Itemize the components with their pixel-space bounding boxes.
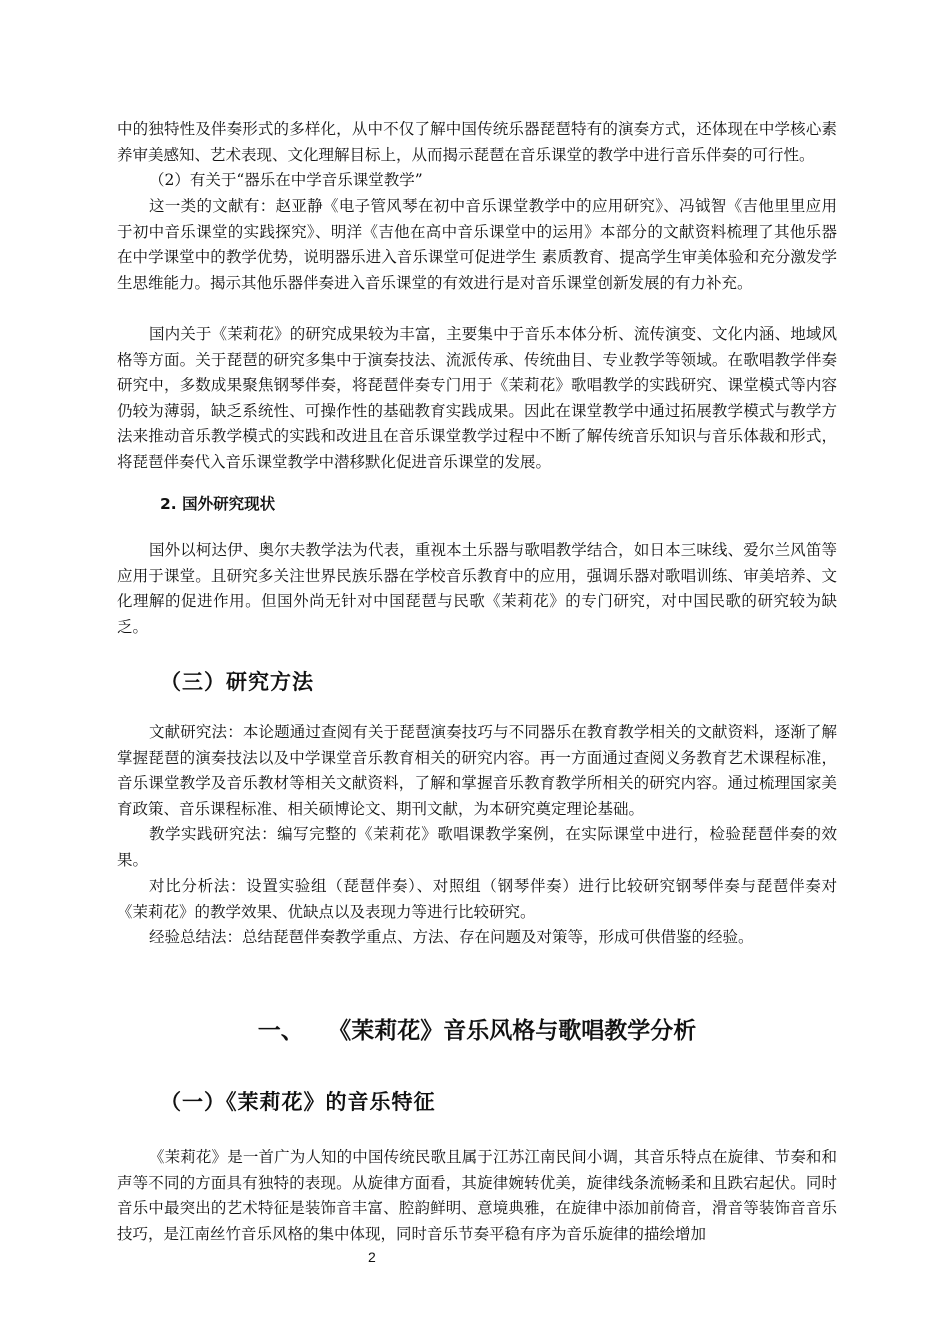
chapter-heading bbox=[117, 1012, 837, 1045]
chapter-number: 一、 bbox=[257, 1018, 304, 1044]
paragraph-comparative-method: 对比分析法：设置实验组（琵琶伴奏）、对照组（钢琴伴奏）进行比较研究钢琴伴奏与琵琶伴奏对《茉莉花》的教学效果、优缺点以及表现力等进行比较研究。 bbox=[117, 877, 837, 921]
chapter-title: 《茉莉花》音乐风格与歌唱教学分析 bbox=[339, 1018, 697, 1044]
page-number: 2 bbox=[368, 1249, 376, 1265]
paragraph-experience-method: 经验总结法：总结琵琶伴奏教学重点、方法、存在问题及对策等，形成可供借鉴的经验。 bbox=[149, 928, 754, 946]
heading-music-features: （一）《茉莉花》的音乐特征 bbox=[160, 1090, 436, 1114]
paragraph-continuation: 中的独特性及伴奏形式的多样化，从中不仅了解中国传统乐器琵琶特有的演奏方式，还体现在中学核心素养审美感知、艺术表现、文化理解目标上，从而揭示琵琶在音乐课堂的教学中进行音乐伴奏的可行性。 bbox=[117, 120, 837, 164]
paragraph-literature-category-2: （2）有关于“器乐在中学音乐课堂教学” bbox=[149, 171, 423, 189]
paragraph-literature-method: 文献研究法：本论题通过查阅有关于琵琶演奏技巧与不同器乐在教育教学相关的文献资料，逐渐了解掌握琵琶的演奏技法以及中学课堂音乐教育相关的研究内容。再一方面通过查阅义务教育艺术课程标准，音乐课堂教学及音乐教材等相关文献资料，了解和掌握音乐教育教学所相关的研究内容。通过梳理国家美育政策、音乐课程标准、相关硕博论文、期刊文献，为本研究奠定理论基础。 bbox=[117, 723, 837, 818]
paragraph-instrument-literature: 这一类的文献有：赵亚静《电子管风琴在初中音乐课堂教学中的应用研究》、冯钺智《吉他里里应用于初中音乐课堂的实践探究》、明洋《吉他在高中音乐课堂中的运用》本部分的文献资料梳理了其他乐器在中学课堂中的教学优势，说明器乐进入音乐课堂可促进学生 素质教育、提高学生审美体验和充分激发学生思维能力。揭示其他乐器伴奏进入音乐课堂的有效进行是对音乐课堂创新发展的有力补充。 bbox=[117, 197, 837, 292]
paragraph-music-features: 《茉莉花》是一首广为人知的中国传统民歌且属于江苏江南民间小调，其音乐特点在旋律、节奏和和声等不同的方面具有独特的表现。从旋律方面看，其旋律婉转优美，旋律线条流畅柔和且跌宕起伏。同时音乐中最突出的艺术特征是装饰音丰富、腔韵鲜明、意境典雅，在旋律中添加前倚音，滑音等装饰音音乐技巧，是江南丝竹音乐风格的集中体现，同时音乐节奏平稳有序为音乐旋律的描绘增加 bbox=[117, 1148, 837, 1243]
paragraph-teaching-practice-method: 教学实践研究法：编写完整的《茉莉花》歌唱课教学案例，在实际课堂中进行，检验琵琶伴奏的效果。 bbox=[117, 825, 837, 869]
paragraph-domestic-summary: 国内关于《茉莉花》的研究成果较为丰富，主要集中于音乐本体分析、流传演变、文化内涵、地域风格等方面。关于琵琶的研究多集中于演奏技法、流派传承、传统曲目、专业教学等领域。在歌唱教学伴奏研究中，多数成果聚焦钢琴伴奏，将琵琶伴奏专门用于《茉莉花》歌唱教学的实践研究、课堂模式等内容仍较为薄弱，缺乏系统性、可操作性的基础教育实践成果。因此在课堂教学中通过拓展教学模式与教学方法来推动音乐教学模式的实践和改进且在音乐课堂教学过程中不断了解传统音乐知识与音乐体裁和形式，将琵琶伴奏代入音乐课堂教学中潜移默化促进音乐课堂的发展。 bbox=[117, 325, 837, 471]
heading-research-methods: （三）研究方法 bbox=[160, 670, 314, 694]
paragraph-foreign-research: 国外以柯达伊、奥尔夫教学法为代表，重视本土乐器与歌唱教学结合，如日本三味线、爱尔兰风笛等应用于课堂。且研究多关注世界民族乐器在学校音乐教育中的应用，强调乐器对歌唱训练、审美培养、文化理解的促进作用。但国外尚无针对中国琵琶与民歌《茉莉花》的专门研究，对中国民歌的研究较为缺乏。 bbox=[117, 541, 837, 636]
heading-foreign-research-status: 2. 国外研究现状 bbox=[160, 495, 276, 513]
